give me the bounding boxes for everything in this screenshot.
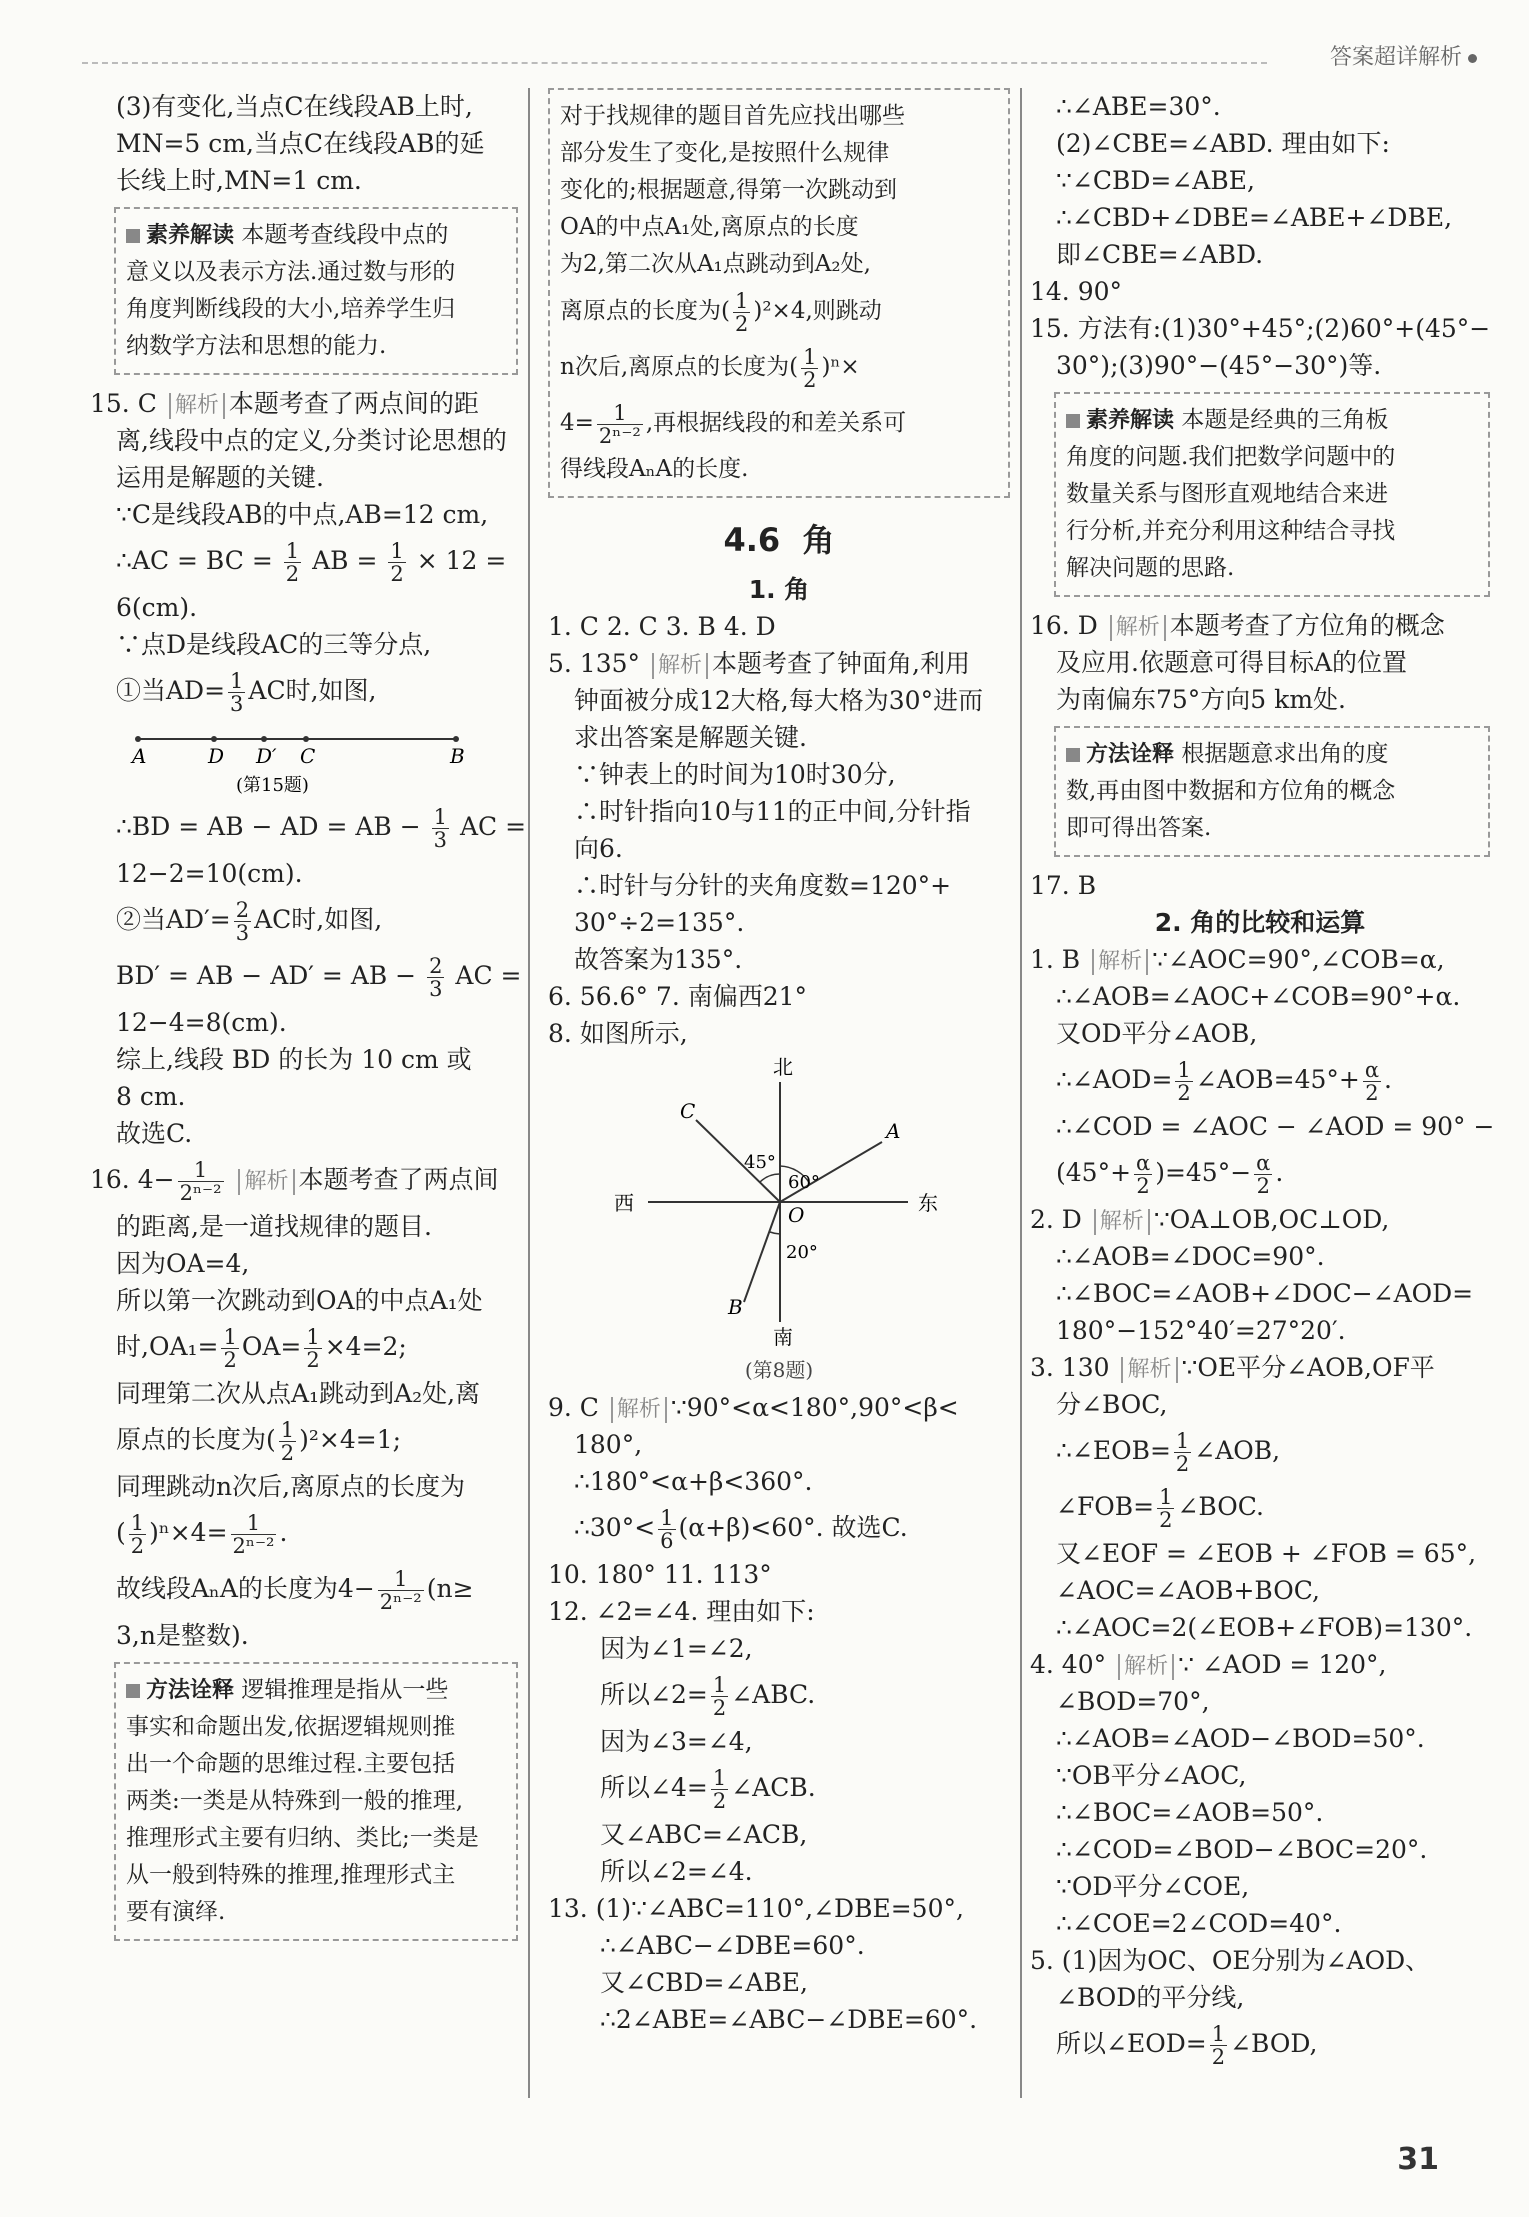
text-line: ∴180°<α+β<360°. bbox=[574, 1467, 813, 1496]
fraction: $\frac{1}{2}$ bbox=[285, 539, 300, 586]
figure-caption: (第8题) bbox=[744, 1358, 814, 1382]
figure-15 bbox=[90, 719, 518, 799]
text-line: (3)有变化,当点C在线段AB上时, bbox=[116, 92, 473, 121]
analysis-tag: 解析 bbox=[652, 653, 708, 679]
answer-line: 17. B bbox=[1030, 871, 1097, 900]
fraction: $\frac{1}{2}$ bbox=[223, 1325, 237, 1372]
point-b: B bbox=[728, 1295, 743, 1319]
text-line: 180°−152°40′=27°20′. bbox=[1056, 1316, 1346, 1345]
question-number: 15. bbox=[90, 389, 130, 418]
point-a: A bbox=[886, 1119, 901, 1143]
pattern-box bbox=[548, 88, 1010, 498]
formula-line: 4= $\frac{1}{\text{2ⁿ⁻²}}$ ,再根据线段的和差关系可 bbox=[560, 400, 907, 448]
fraction: $\frac{1}{2}$ bbox=[280, 1418, 295, 1465]
method-box bbox=[114, 1662, 518, 1941]
direction-east: 东 bbox=[918, 1191, 938, 1215]
text-line: 5. (1)因为OC、OE分别为∠AOD、 bbox=[1030, 1946, 1431, 1975]
formula-line: ∠FOB= $\frac{1}{2}$ ∠BOC. bbox=[1056, 1485, 1264, 1532]
answer-line: 1. C 2. C 3. B 4. D bbox=[548, 612, 776, 641]
angle-label: 60° bbox=[788, 1172, 820, 1193]
box-heading: 方法诠释 bbox=[1066, 742, 1174, 767]
analysis-tag: 解析 bbox=[1118, 1654, 1174, 1680]
text-line: 180°, bbox=[574, 1430, 643, 1459]
box-text: 逻辑推理是指从一些 bbox=[241, 1677, 449, 1703]
formula-line: n次后,离原点的长度为( $\frac{1}{2}$ )ⁿ× bbox=[560, 344, 860, 392]
text-line: 本题考查了方位角的概念 bbox=[1169, 611, 1445, 640]
box-text: 根据题意求出角的度 bbox=[1181, 741, 1389, 767]
point-label: B bbox=[450, 744, 465, 768]
text-line: 又∠EOF = ∠EOB + ∠FOB = 65°, bbox=[1056, 1539, 1477, 1568]
text-line: ∴∠AOB=∠AOC+∠COB=90°+α. bbox=[1056, 982, 1461, 1011]
text-line: 所以第一次跳动到OA的中点A₁处 bbox=[116, 1286, 483, 1315]
fraction: $\frac{1}{\text{2ⁿ⁻²}}$ bbox=[179, 1158, 222, 1205]
text-line: 15. 方法有:(1)30°+45°;(2)60°+(45°− bbox=[1030, 314, 1491, 343]
formula-line: 离原点的长度为( $\frac{1}{2}$ )²×4,则跳动 bbox=[560, 288, 882, 336]
formula-line: ∴BD = AB − AD = AB − $\frac{1}{3}$ AC = bbox=[116, 805, 527, 852]
answer: 4. 40° bbox=[1030, 1650, 1107, 1679]
text-line: 又OD平分∠AOB, bbox=[1056, 1019, 1258, 1048]
column-middle bbox=[548, 88, 1010, 2038]
text-line: 运用是解题的关键. bbox=[116, 463, 324, 492]
text-line: ∴∠ABE=30°. bbox=[1056, 92, 1221, 121]
text-line: ∠BOD=70°, bbox=[1056, 1687, 1210, 1716]
text-line: 本题考查了钟面角,利用 bbox=[712, 649, 970, 678]
box-text: 本题是经典的三角板 bbox=[1181, 407, 1389, 433]
text-line: ∵90°<α<180°,90°<β< bbox=[670, 1393, 959, 1422]
formula-line: 所以∠2= $\frac{1}{2}$ ∠ABC. bbox=[600, 1673, 816, 1720]
text-line: ∵点D是线段AC的三等分点, bbox=[116, 630, 432, 659]
literacy-box bbox=[1054, 392, 1490, 597]
text-line: ∵OE平分∠AOB,OF平 bbox=[1181, 1353, 1435, 1382]
analysis-tag: 解析 bbox=[1094, 1209, 1150, 1235]
analysis-tag: 解析 bbox=[238, 1169, 294, 1195]
box-text: OA的中点A₁处,离原点的长度 bbox=[560, 214, 859, 240]
text-line: MN=5 cm,当点C在线段AB的延 bbox=[116, 129, 485, 158]
text-line: 30°);(3)90°−(45°−30°)等. bbox=[1056, 351, 1382, 380]
text-line: 故选C. bbox=[116, 1119, 193, 1148]
text-line: 求出答案是解题关键. bbox=[574, 723, 807, 752]
text-line: 即∠CBE=∠ABD. bbox=[1056, 240, 1264, 269]
text-line: ∴∠AOB=∠DOC=90°. bbox=[1056, 1242, 1325, 1271]
point-o: O bbox=[788, 1203, 805, 1227]
text-line: ∴时针指向10与11的正中间,分针指 bbox=[574, 797, 971, 826]
point-label: D bbox=[208, 744, 225, 768]
answer: 16. D bbox=[1030, 611, 1098, 640]
formula-line: ∴∠AOD= $\frac{1}{2}$ ∠AOB=45°+ $\frac{\alpha}{2}$ . bbox=[1056, 1058, 1392, 1105]
fraction: $\frac{1}{2}$ bbox=[130, 1511, 145, 1558]
fraction: $\frac{\alpha}{2}$ bbox=[1256, 1151, 1271, 1198]
fraction: $\frac{1}{\text{2ⁿ⁻²}}$ bbox=[379, 1567, 422, 1614]
text-line: 13. (1)∵∠ABC=110°,∠DBE=50°, bbox=[548, 1894, 964, 1923]
text-line: 分∠BOC, bbox=[1056, 1390, 1168, 1419]
column-left bbox=[90, 88, 527, 1951]
fraction: $\frac{2}{3}$ bbox=[235, 898, 250, 945]
box-text: 本题考查线段中点的 bbox=[241, 222, 449, 248]
text-line: 12−2=10(cm). bbox=[116, 859, 303, 888]
text-line: ∴时针与分针的夹角度数=120°+ bbox=[574, 871, 952, 900]
subsection-title: 1. 角 bbox=[748, 575, 810, 604]
box-text: 为2,第二次从A₁点跳动到A₂处, bbox=[560, 251, 871, 277]
text-line: 同理第二次从点A₁跳动到A₂处,离 bbox=[116, 1379, 481, 1408]
formula-line: 原点的长度为( $\frac{1}{2}$ )²×4=1; bbox=[116, 1418, 402, 1465]
box-heading: 素养解读 bbox=[126, 223, 234, 248]
direction-north: 北 bbox=[773, 1055, 793, 1079]
text-line: 3,n是整数). bbox=[116, 1621, 249, 1650]
box-text: 从一般到特殊的推理,推理形式主 bbox=[126, 1862, 456, 1888]
formula-line: 故线段AₙA的长度为4− $\frac{1}{\text{2ⁿ⁻²}}$ (n≥ bbox=[116, 1567, 474, 1614]
text-line: 为南偏东75°方向5 km处. bbox=[1056, 685, 1346, 714]
formula-line: ∴∠EOB= $\frac{1}{2}$ ∠AOB, bbox=[1056, 1429, 1281, 1476]
text-line: ∴∠CBD+∠DBE=∠ABE+∠DBE, bbox=[1056, 203, 1453, 232]
box-text: 数,再由图中数据和方位角的概念 bbox=[1066, 778, 1396, 804]
fraction: $\frac{\alpha}{2}$ bbox=[1136, 1151, 1151, 1198]
text-line: 因为OA=4, bbox=[116, 1249, 250, 1278]
text-line: 离,线段中点的定义,分类讨论思想的 bbox=[116, 426, 507, 455]
text-line: ∵钟表上的时间为10时30分, bbox=[574, 760, 896, 789]
column-divider bbox=[1020, 88, 1022, 2098]
box-text: 意义以及表示方法.通过数与形的 bbox=[126, 259, 456, 285]
box-text: 行分析,并充分利用这种结合寻找 bbox=[1066, 518, 1396, 544]
formula-line: 16. 4− $\frac{1}{\text{2ⁿ⁻²}}$ 解析 本题考查了两点间 bbox=[90, 1152, 518, 1208]
text-line: ∵∠CBD=∠ABE, bbox=[1056, 166, 1255, 195]
box-heading: 方法诠释 bbox=[126, 1678, 234, 1703]
text-line: ∴∠AOC=2(∠EOB+∠FOB)=130°. bbox=[1056, 1613, 1473, 1642]
text-line: 向6. bbox=[574, 834, 623, 863]
analysis-tag: 解析 bbox=[1121, 1357, 1177, 1383]
text-line: 8 cm. bbox=[116, 1082, 186, 1111]
text-line: 12. ∠2=∠4. 理由如下: bbox=[548, 1597, 815, 1626]
text-line: 同理跳动n次后,离原点的长度为 bbox=[116, 1472, 466, 1501]
formula-line: 所以∠4= $\frac{1}{2}$ ∠ACB. bbox=[600, 1766, 816, 1813]
text-line: ∵OB平分∠AOC, bbox=[1056, 1761, 1247, 1790]
angle-label: 45° bbox=[744, 1152, 776, 1173]
answer: 2. D bbox=[1030, 1205, 1082, 1234]
text-line: ∴∠COD = ∠AOC − ∠AOD = 90° − bbox=[1056, 1112, 1495, 1141]
question-number: 16. bbox=[90, 1165, 130, 1194]
answer-line: 14. 90° bbox=[1030, 277, 1123, 306]
text-line: 的距离,是一道找规律的题目. bbox=[116, 1212, 432, 1241]
box-text: 变化的;根据题意,得第一次跳动到 bbox=[560, 177, 898, 203]
text-line: ∵OD平分∠COE, bbox=[1056, 1872, 1250, 1901]
box-text: 角度的问题.我们把数学问题中的 bbox=[1066, 444, 1396, 470]
box-text: 即可得出答案. bbox=[1066, 815, 1212, 841]
answer: C bbox=[137, 389, 157, 418]
text-line: 长线上时,MN=1 cm. bbox=[116, 166, 362, 195]
column-divider bbox=[528, 88, 530, 2098]
fraction: $\frac{1}{3}$ bbox=[230, 669, 244, 716]
fraction: $\frac{1}{2}$ bbox=[712, 1673, 727, 1720]
point-label: D′ bbox=[256, 744, 277, 768]
answer: 3. 130 bbox=[1030, 1353, 1110, 1382]
header-title: 答案超详解析 bbox=[1330, 40, 1477, 71]
point-c: C bbox=[680, 1099, 696, 1123]
point-label: C bbox=[300, 744, 316, 768]
fraction: $\frac{1}{2}$ bbox=[803, 344, 817, 392]
box-text: 解决问题的思路. bbox=[1066, 555, 1235, 581]
text-line: 因为∠3=∠4, bbox=[600, 1727, 753, 1756]
text-line: ∴∠AOB=∠AOD−∠BOD=50°. bbox=[1056, 1724, 1425, 1753]
box-text: 事实和命题出发,依据逻辑规则推 bbox=[126, 1714, 456, 1740]
text-line: ∵∠AOC=90°,∠COB=α, bbox=[1152, 945, 1445, 974]
section-title: 4.6 角 bbox=[723, 521, 835, 559]
answer: 9. C bbox=[548, 1393, 599, 1422]
answer-line: 8. 如图所示, bbox=[548, 1019, 688, 1048]
fraction: $\frac{2}{3}$ bbox=[429, 954, 443, 1001]
fraction: $\frac{1}{2}$ bbox=[1159, 1485, 1173, 1532]
text-line: ∴∠COE=2∠COD=40°. bbox=[1056, 1909, 1342, 1938]
text-line: 30°÷2=135°. bbox=[574, 908, 745, 937]
answer-line: 10. 180° 11. 113° bbox=[548, 1560, 772, 1589]
text-line: ∴2∠ABE=∠ABC−∠DBE=60°. bbox=[600, 2005, 978, 2034]
text-line: 因为∠1=∠2, bbox=[600, 1634, 753, 1663]
text-line: ∴∠BOC=∠AOB+∠DOC−∠AOD= bbox=[1056, 1279, 1474, 1308]
text-line: ∴∠BOC=∠AOB=50°. bbox=[1056, 1798, 1324, 1827]
text-line: 及应用.依题意可得目标A的位置 bbox=[1056, 648, 1408, 677]
header-rule bbox=[82, 62, 1267, 64]
text-line: ∵ ∠AOD = 120°, bbox=[1178, 1650, 1387, 1679]
answer: 5. 135° bbox=[548, 649, 641, 678]
point-label: A bbox=[132, 744, 147, 768]
fraction: $\frac{1}{\text{2ⁿ⁻²}}$ bbox=[232, 1511, 275, 1558]
method-box bbox=[1054, 726, 1490, 857]
text-line: 又∠ABC=∠ACB, bbox=[600, 1820, 808, 1849]
fraction: $\frac{1}{2}$ bbox=[1175, 1429, 1190, 1476]
text-line: ∠AOC=∠AOB+BOC, bbox=[1056, 1576, 1320, 1605]
fraction: $\frac{1}{\text{2ⁿ⁻²}}$ bbox=[598, 400, 641, 448]
compass-diagram bbox=[548, 1052, 1008, 1352]
figure-caption: (第15题) bbox=[236, 775, 309, 796]
box-text: 两类:一类是从特殊到一般的推理, bbox=[126, 1788, 464, 1814]
fraction: $\frac{1}{2}$ bbox=[1211, 2022, 1226, 2069]
text-line: 本题考查了两点间的距 bbox=[228, 389, 479, 418]
column-right bbox=[1030, 88, 1495, 2072]
answer: 1. B bbox=[1030, 945, 1081, 974]
formula-line: ∴AC = BC = $\frac{1}{2}$ AB = $\frac{1}{2}$ × 12 = bbox=[116, 539, 507, 586]
fraction: $\frac{\alpha}{2}$ bbox=[1364, 1058, 1380, 1105]
box-text: 得线段AₙA的长度. bbox=[560, 456, 749, 482]
box-text: 纳数学方法和思想的能力. bbox=[126, 333, 387, 359]
analysis-tag: 解析 bbox=[1110, 615, 1166, 641]
formula-line: ②当AD′= $\frac{2}{3}$ AC时,如图, bbox=[116, 898, 383, 945]
box-text: 部分发生了变化,是按照什么规律 bbox=[560, 140, 890, 166]
text-line: 综上,线段 BD 的长为 10 cm 或 bbox=[116, 1045, 472, 1074]
direction-south: 南 bbox=[773, 1325, 793, 1349]
text-line: 12−4=8(cm). bbox=[116, 1008, 287, 1037]
analysis-tag: 解析 bbox=[169, 393, 225, 419]
angle-label: 20° bbox=[786, 1242, 818, 1263]
box-text: 要有演绎. bbox=[126, 1899, 226, 1925]
formula-line: ①当AD= $\frac{1}{3}$ AC时,如图, bbox=[116, 669, 377, 716]
box-text: 推理形式主要有归纳、类比;一类是 bbox=[126, 1825, 479, 1851]
text-line: ∴∠COD=∠BOD−∠BOC=20°. bbox=[1056, 1835, 1428, 1864]
text-line: ∵OA⊥OB,OC⊥OD, bbox=[1153, 1205, 1390, 1234]
text-line: 钟面被分成12大格,每大格为30°进而 bbox=[574, 686, 984, 715]
analysis-tag: 解析 bbox=[1092, 949, 1148, 975]
box-text: 出一个命题的思维过程.主要包括 bbox=[126, 1751, 456, 1777]
page-number: 31 bbox=[1397, 2142, 1439, 2177]
text-line: ∴∠ABC−∠DBE=60°. bbox=[600, 1931, 865, 1960]
text-line: 又∠CBD=∠ABE, bbox=[600, 1968, 809, 1997]
fraction: $\frac{1}{3}$ bbox=[433, 805, 448, 852]
literacy-box bbox=[114, 207, 518, 375]
fraction: $\frac{1}{2}$ bbox=[712, 1766, 727, 1813]
segment-diagram bbox=[116, 719, 496, 799]
text-line: (2)∠CBE=∠ABD. 理由如下: bbox=[1056, 129, 1390, 158]
text-line: ∵C是线段AB的中点,AB=12 cm, bbox=[116, 500, 489, 529]
direction-west: 西 bbox=[614, 1191, 634, 1215]
answer-line: 6. 56.6° 7. 南偏西21° bbox=[548, 982, 808, 1011]
fraction: $\frac{1}{2}$ bbox=[734, 288, 749, 336]
analysis-tag: 解析 bbox=[611, 1397, 667, 1423]
fraction: $\frac{1}{6}$ bbox=[660, 1506, 674, 1553]
formula-line: (45°+ $\frac{\alpha}{2}$ )=45°− $\frac{\alpha}{2}$ . bbox=[1056, 1151, 1284, 1198]
fraction: $\frac{1}{2}$ bbox=[1177, 1058, 1191, 1105]
box-text: 对于找规律的题目首先应找出哪些 bbox=[560, 103, 905, 129]
fraction: $\frac{1}{2}$ bbox=[390, 539, 404, 586]
formula-line: ( $\frac{1}{2}$ )ⁿ×4= $\frac{1}{\text{2ⁿ⁻²}}$ . bbox=[116, 1511, 288, 1558]
text-line: 故答案为135°. bbox=[574, 945, 743, 974]
subsection-title: 2. 角的比较和运算 bbox=[1154, 908, 1366, 937]
formula-line: 时,OA₁= $\frac{1}{2}$ OA= $\frac{1}{2}$ ×4=2; bbox=[116, 1325, 407, 1372]
figure-8 bbox=[548, 1052, 1010, 1352]
formula-line: 所以∠EOD= $\frac{1}{2}$ ∠BOD, bbox=[1056, 2022, 1318, 2069]
box-heading: 素养解读 bbox=[1066, 408, 1174, 433]
formula-line: ∴30°< $\frac{1}{6}$ (α+β)<60°. 故选C. bbox=[574, 1506, 908, 1553]
box-text: 数量关系与图形直观地结合来进 bbox=[1066, 481, 1388, 507]
box-text: 角度判断线段的大小,培养学生归 bbox=[126, 296, 456, 322]
text-line: 所以∠2=∠4. bbox=[600, 1857, 753, 1886]
text-line: ∠BOD的平分线, bbox=[1056, 1983, 1245, 2012]
fraction: $\frac{1}{2}$ bbox=[306, 1325, 320, 1372]
text-line: 6(cm). bbox=[116, 593, 198, 622]
formula-line: BD′ = AB − AD′ = AB − $\frac{2}{3}$ AC = bbox=[116, 954, 522, 1001]
